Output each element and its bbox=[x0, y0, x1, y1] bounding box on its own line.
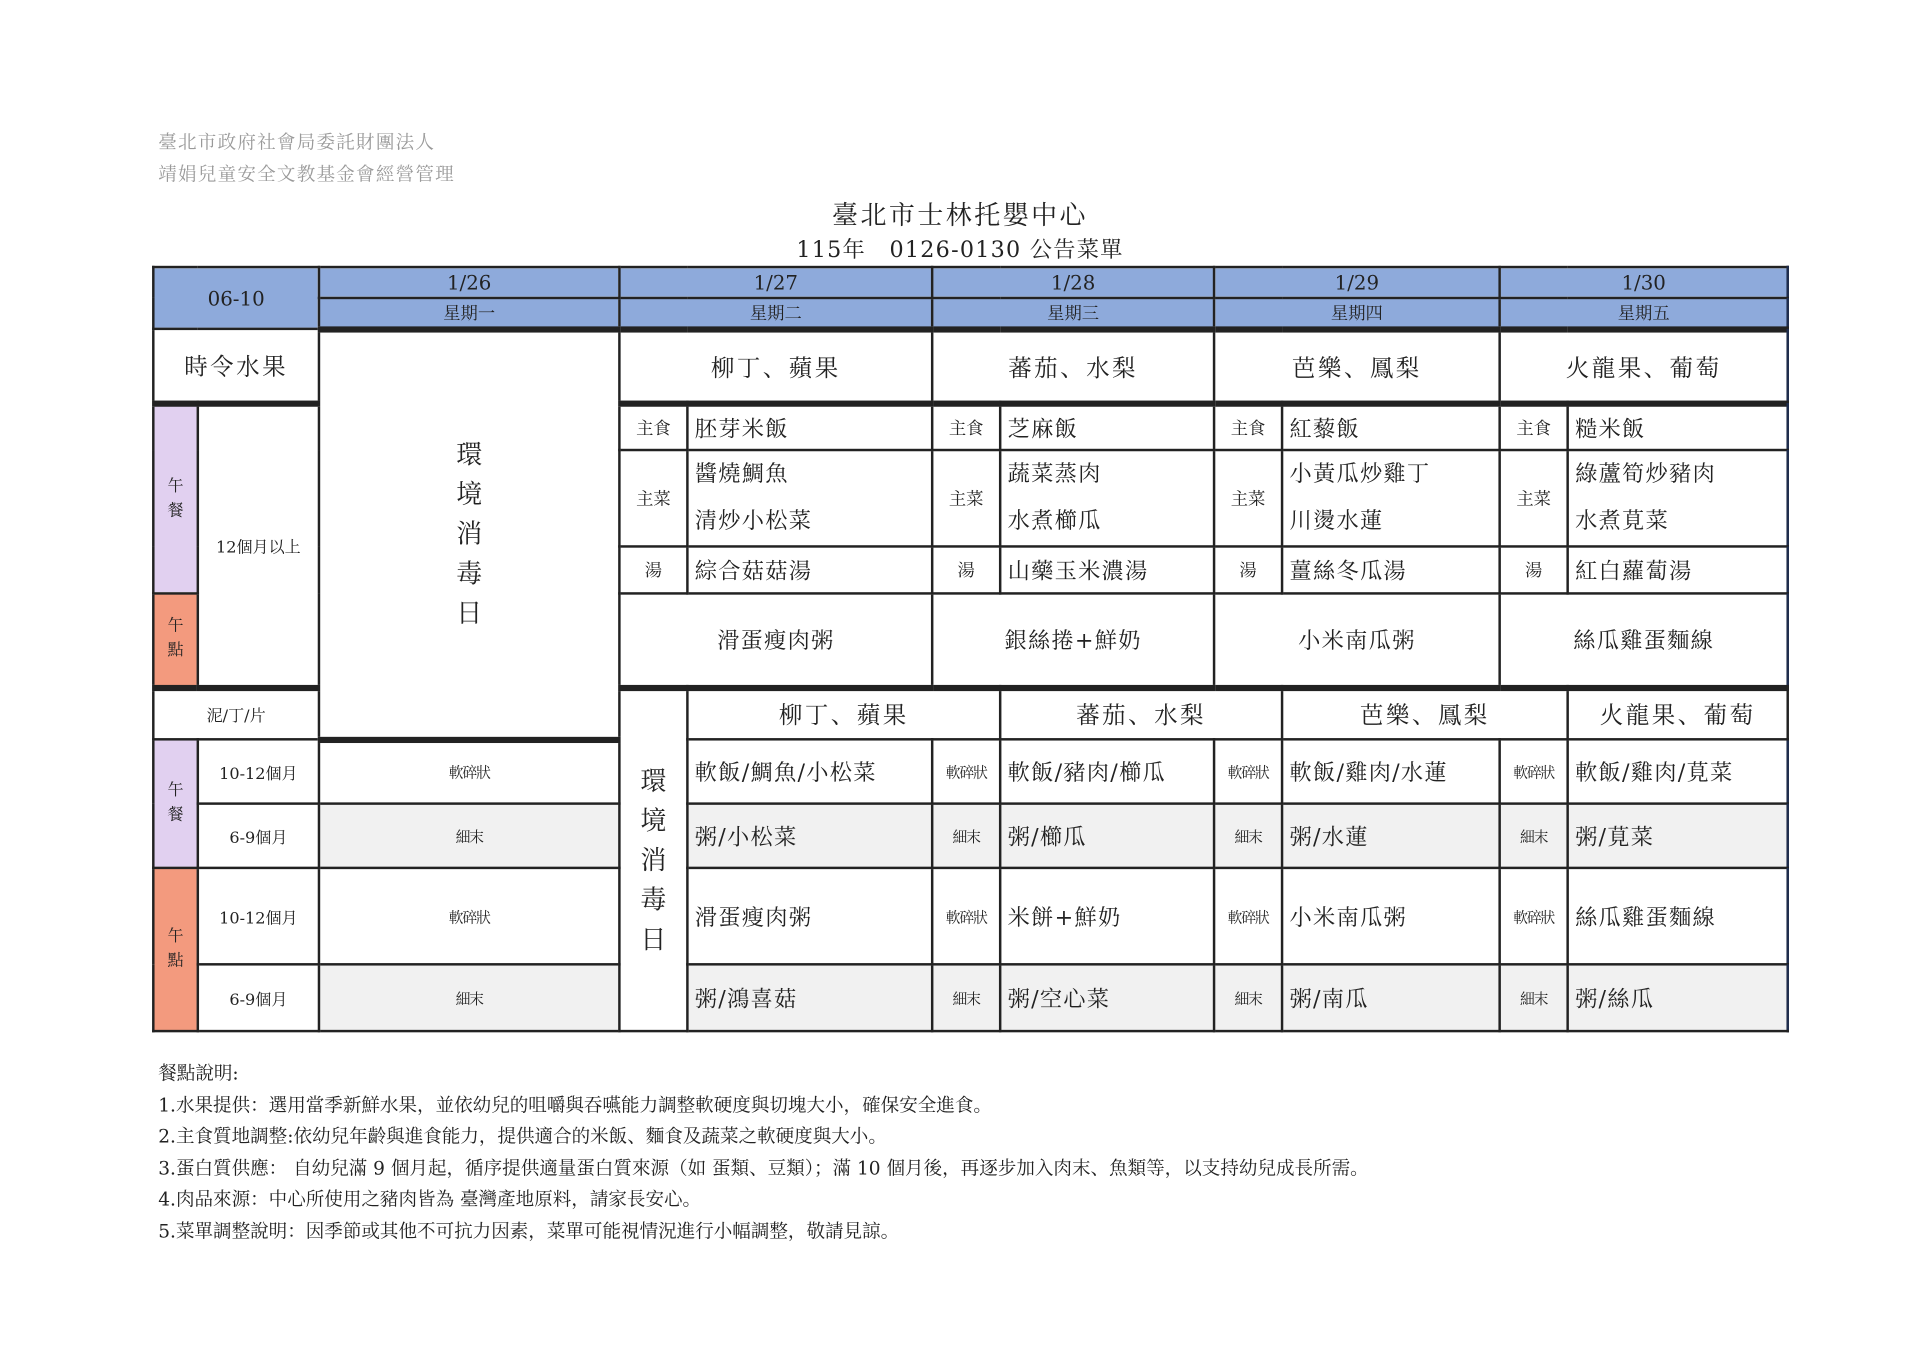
soft-label: 軟碎狀 bbox=[932, 739, 1000, 803]
date-header: 1/30 bbox=[1500, 267, 1788, 298]
lunch-soft-cell: 軟飯/雞肉/莧菜 bbox=[1568, 739, 1788, 803]
weekday-header: 星期三 bbox=[932, 298, 1214, 329]
org-line-2: 靖娟兒童安全文教基金會經營管理 bbox=[158, 163, 455, 186]
lunch-fine-cell: 粥/莧菜 bbox=[1568, 804, 1788, 868]
dish: 水煮莧菜 bbox=[1575, 508, 1670, 535]
snack-label: 午 點 bbox=[153, 593, 198, 687]
weekday-header: 星期一 bbox=[319, 298, 619, 329]
age-label: 10-12個月 bbox=[198, 739, 319, 803]
main-dish-label: 主菜 bbox=[1214, 450, 1282, 546]
soft-label: 軟碎狀 bbox=[1214, 868, 1282, 964]
fine-label: 細末 bbox=[932, 804, 1000, 868]
dish: 綠蘆筍炒豬肉 bbox=[1575, 461, 1717, 488]
fine-label: 細末 bbox=[1500, 804, 1568, 868]
snack-fine-cell: 粥/鴻喜菇 bbox=[687, 964, 932, 1031]
main-dish-cell bbox=[687, 450, 932, 546]
holiday-cell bbox=[619, 687, 687, 1031]
snack-fine-cell: 粥/南瓜 bbox=[1282, 964, 1500, 1031]
lunch-soft-cell: 軟飯/鯛魚/小松菜 bbox=[687, 739, 932, 803]
holiday-char: 毒 bbox=[640, 884, 667, 915]
org-line-1: 臺北市政府社會局委託財團法人 bbox=[158, 131, 436, 154]
fruit-cell: 柳丁、蘋果 bbox=[619, 329, 932, 403]
soup-label: 湯 bbox=[619, 546, 687, 593]
soft-label: 軟碎狀 bbox=[1500, 868, 1568, 964]
staple-cell: 糙米飯 bbox=[1568, 403, 1788, 450]
fruit-label: 時令水果 bbox=[153, 329, 319, 403]
holiday-char: 日 bbox=[456, 598, 483, 629]
note-item: 1.水果提供：選用當季新鮮水果，並依幼兒的咀嚼與吞嚥能力調整軟硬度與切塊大小，確保安全進食。 bbox=[158, 1093, 992, 1116]
note-item: 2.主食質地調整:依幼兒年齡與進食能力，提供適合的米飯、麵食及蔬菜之軟硬度與大小。 bbox=[158, 1125, 887, 1148]
dish: 醬燒鯛魚 bbox=[694, 461, 789, 488]
holiday-char: 境 bbox=[640, 805, 667, 836]
snack-soft-cell: 米餅+鮮奶 bbox=[1000, 868, 1214, 964]
staple-label: 主食 bbox=[1214, 403, 1282, 450]
fine-label: 細末 bbox=[319, 804, 619, 868]
main-dish-cell bbox=[1282, 450, 1500, 546]
holiday-char: 消 bbox=[640, 845, 667, 876]
fruit-cell: 芭樂、鳳梨 bbox=[1214, 329, 1500, 403]
snack-soft-cell: 小米南瓜粥 bbox=[1282, 868, 1500, 964]
age-range-header: 06-10 bbox=[153, 267, 319, 329]
holiday-char: 境 bbox=[456, 479, 483, 510]
dish: 小黃瓜炒雞丁 bbox=[1289, 461, 1431, 488]
date-header: 1/28 bbox=[932, 267, 1214, 298]
snack-soft-cell: 滑蛋瘦肉粥 bbox=[687, 868, 932, 964]
soft-label: 軟碎狀 bbox=[1500, 739, 1568, 803]
fine-label: 細末 bbox=[932, 964, 1000, 1031]
staple-cell: 紅藜飯 bbox=[1282, 403, 1500, 450]
note-item: 4.肉品來源：中心所使用之豬肉皆為 臺灣產地原料，請家長安心。 bbox=[158, 1188, 702, 1211]
main-dish-label: 主菜 bbox=[1500, 450, 1568, 546]
date-header: 1/27 bbox=[619, 267, 932, 298]
soft-label: 軟碎狀 bbox=[932, 868, 1000, 964]
fruit-cell: 火龍果、葡萄 bbox=[1500, 329, 1788, 403]
dish: 清炒小松菜 bbox=[694, 508, 813, 535]
fine-label: 細末 bbox=[1500, 964, 1568, 1031]
page-title: 臺北市士林托嬰中心 bbox=[832, 200, 1088, 230]
fruit-cell: 蕃茄、水梨 bbox=[932, 329, 1214, 403]
snack-fine-cell: 粥/絲瓜 bbox=[1568, 964, 1788, 1031]
age-label: 10-12個月 bbox=[198, 868, 319, 964]
notes-heading: 餐點說明: bbox=[158, 1061, 239, 1085]
fruit-cell: 柳丁、蘋果 bbox=[687, 687, 1000, 739]
soup-cell: 山藥玉米濃湯 bbox=[1000, 546, 1214, 593]
staple-cell: 芝麻飯 bbox=[1000, 403, 1214, 450]
fine-label: 細末 bbox=[319, 964, 619, 1031]
soup-cell: 綜合菇菇湯 bbox=[687, 546, 932, 593]
menu-table bbox=[152, 266, 1789, 1033]
holiday-char: 毒 bbox=[456, 558, 483, 589]
dish: 蔬菜蒸肉 bbox=[1007, 461, 1102, 488]
main-dish-label: 主菜 bbox=[619, 450, 687, 546]
dish: 水煮櫛瓜 bbox=[1007, 508, 1102, 535]
note-item: 5.菜單調整說明：因季節或其他不可抗力因素，菜單可能視情況進行小幅調整，敬請見諒。 bbox=[158, 1219, 900, 1242]
soup-label: 湯 bbox=[932, 546, 1000, 593]
fine-label: 細末 bbox=[1214, 804, 1282, 868]
soup-label: 湯 bbox=[1214, 546, 1282, 593]
main-dish-cell bbox=[1000, 450, 1214, 546]
soup-label: 湯 bbox=[1500, 546, 1568, 593]
soup-cell: 薑絲冬瓜湯 bbox=[1282, 546, 1500, 593]
dish: 川燙水蓮 bbox=[1289, 508, 1384, 535]
holiday-char: 消 bbox=[456, 519, 483, 549]
soup-cell: 紅白蘿蔔湯 bbox=[1568, 546, 1788, 593]
lunch-fine-cell: 粥/櫛瓜 bbox=[1000, 804, 1214, 868]
staple-label: 主食 bbox=[619, 403, 687, 450]
soft-label: 軟碎狀 bbox=[319, 739, 619, 803]
snack-soft-cell: 絲瓜雞蛋麵線 bbox=[1568, 868, 1788, 964]
lunch-label: 午 餐 bbox=[153, 403, 198, 593]
weekday-header: 星期四 bbox=[1214, 298, 1500, 329]
snack-label: 午 點 bbox=[153, 868, 198, 1031]
date-header: 1/26 bbox=[319, 267, 619, 298]
main-dish-cell bbox=[1568, 450, 1788, 546]
lunch-label: 午 餐 bbox=[153, 739, 198, 868]
note-item: 3.蛋白質供應： 自幼兒滿 9 個月起，循序提供適量蛋白質來源（如 蛋類、豆類）；滿 10 個月後，再逐步加入肉末、魚類等，以支持幼兒成長所需。 bbox=[158, 1156, 1369, 1179]
age-label: 12個月以上 bbox=[198, 403, 319, 687]
meal-notes bbox=[158, 1058, 1368, 1247]
snack-fine-cell: 粥/空心菜 bbox=[1000, 964, 1214, 1031]
age-label: 6-9個月 bbox=[198, 964, 319, 1031]
weekday-header: 星期二 bbox=[619, 298, 932, 329]
weekday-header: 星期五 bbox=[1500, 298, 1788, 329]
fruit-cell: 蕃茄、水梨 bbox=[1000, 687, 1282, 739]
holiday-cell bbox=[319, 329, 619, 739]
holiday-char: 環 bbox=[456, 440, 483, 470]
staple-label: 主食 bbox=[932, 403, 1000, 450]
holiday-char: 日 bbox=[640, 924, 667, 955]
main-dish-label: 主菜 bbox=[932, 450, 1000, 546]
snack-cell: 小米南瓜粥 bbox=[1214, 593, 1500, 687]
soft-label: 軟碎狀 bbox=[319, 868, 619, 964]
staple-cell: 胚芽米飯 bbox=[687, 403, 932, 450]
holiday-char: 環 bbox=[640, 766, 667, 796]
lunch-fine-cell: 粥/小松菜 bbox=[687, 804, 932, 868]
fruit-cell: 芭樂、鳳梨 bbox=[1282, 687, 1568, 739]
snack-cell: 銀絲捲+鮮奶 bbox=[932, 593, 1214, 687]
fruit-cell: 火龍果、葡萄 bbox=[1568, 687, 1788, 739]
lunch-soft-cell: 軟飯/豬肉/櫛瓜 bbox=[1000, 739, 1214, 803]
texture-label: 泥/丁/片 bbox=[153, 687, 319, 739]
age-label: 6-9個月 bbox=[198, 804, 319, 868]
page-subtitle: 115年 0126-0130 公告菜單 bbox=[796, 237, 1124, 264]
fine-label: 細末 bbox=[1214, 964, 1282, 1031]
staple-label: 主食 bbox=[1500, 403, 1568, 450]
soft-label: 軟碎狀 bbox=[1214, 739, 1282, 803]
lunch-soft-cell: 軟飯/雞肉/水蓮 bbox=[1282, 739, 1500, 803]
snack-cell: 絲瓜雞蛋麵線 bbox=[1500, 593, 1788, 687]
lunch-fine-cell: 粥/水蓮 bbox=[1282, 804, 1500, 868]
date-header: 1/29 bbox=[1214, 267, 1500, 298]
snack-cell: 滑蛋瘦肉粥 bbox=[619, 593, 932, 687]
